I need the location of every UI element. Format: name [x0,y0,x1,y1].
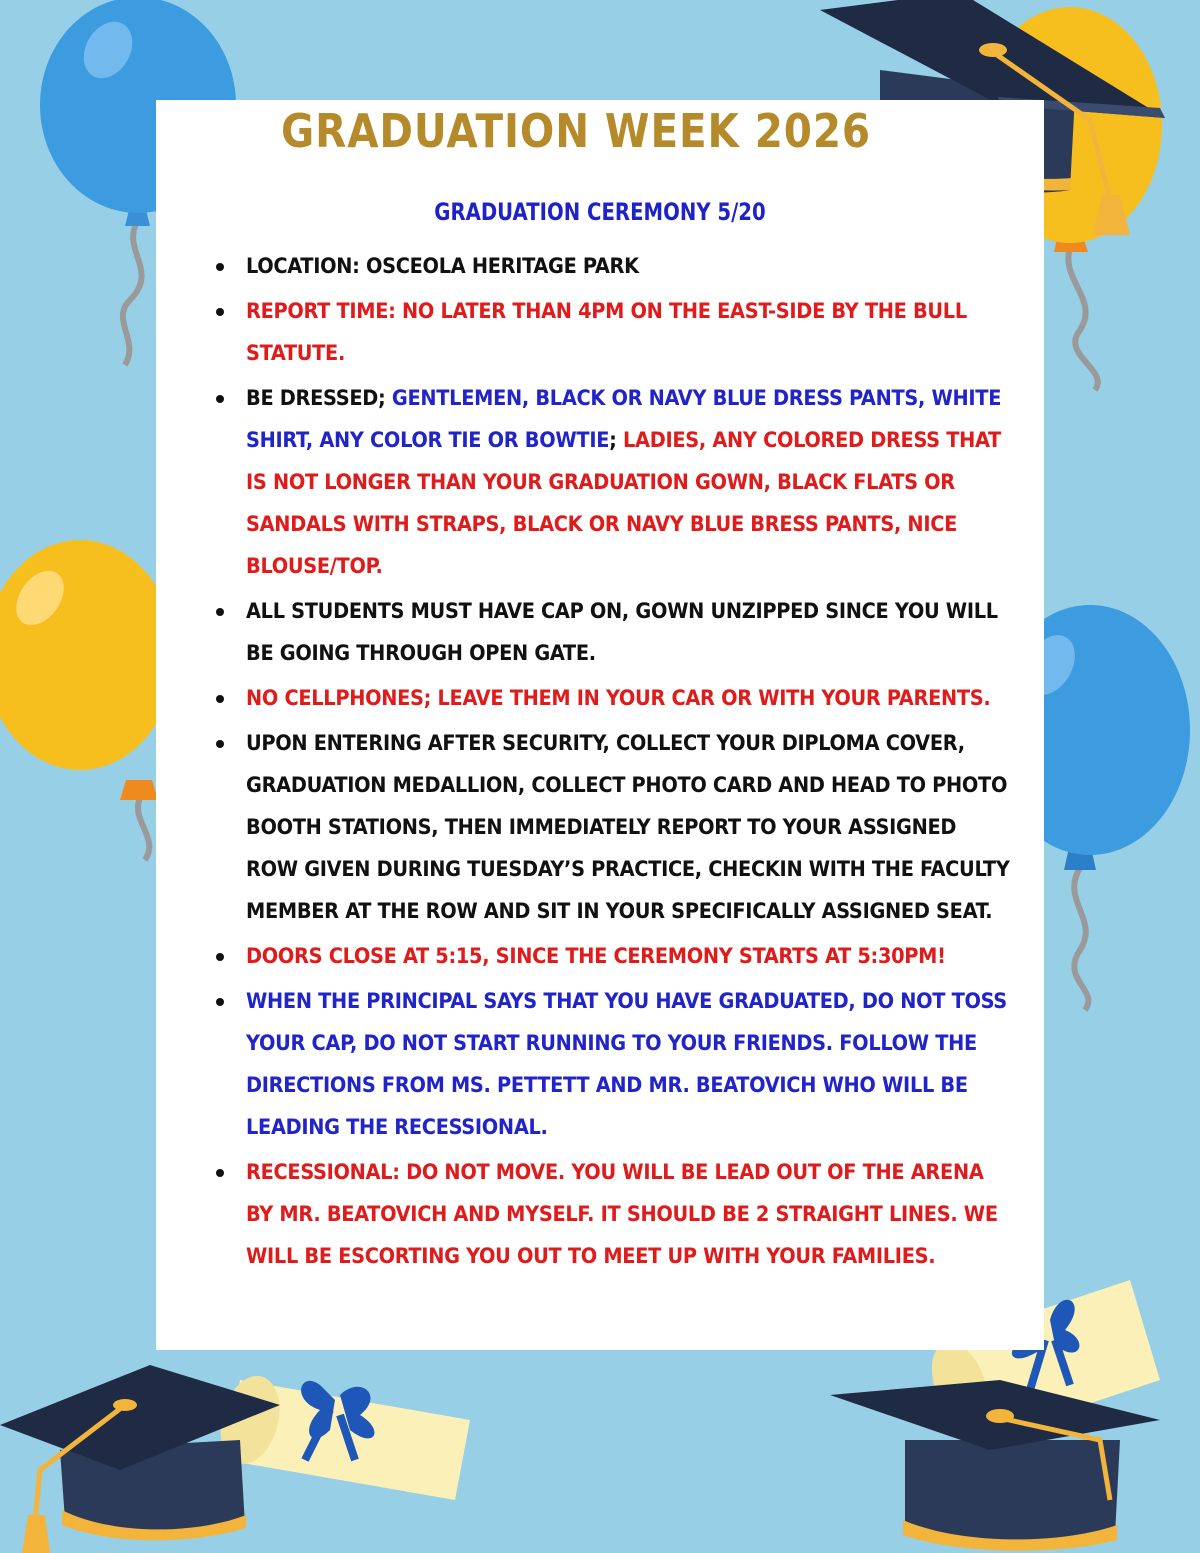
graduation-cap-icon [830,1380,1160,1551]
item-text: REPORT TIME: NO LATER THAN 4PM ON THE EAST-SIDE BY THE BULL STATUTE. [246,299,967,366]
page-title: GRADUATION WEEK 2026 [281,104,871,158]
list-item [210,591,1010,675]
item-text: DOORS CLOSE AT 5:15, SINCE THE CEREMONY STARTS AT 5:30PM! [246,944,946,969]
instructions-list [210,246,1010,1281]
graduation-cap-icon [0,1365,280,1553]
item-text: ; [609,428,623,453]
list-item [210,981,1010,1149]
list-item [210,723,1010,933]
item-text: BE DRESSED; [246,386,392,411]
list-item [210,936,1010,978]
section-heading: GRADUATION CEREMONY 5/20 [434,198,766,226]
item-text: NO CELLPHONES; LEAVE THEM IN YOUR CAR OR WITH YOUR PARENTS. [246,686,991,711]
item-text: UPON ENTERING AFTER SECURITY, COLLECT YOUR DIPLOMA COVER, GRADUATION MEDALLION, COLLECT PHOTO CARD AND HEAD TO PHOTO BOOTH STATIONS, THEN IMMEDIATELY REPORT TO YOUR ASSIGNED ROW GIVEN DURING TUESDAY’S PRACTICE, CHECKIN WITH THE FACULTY MEMBER AT THE ROW AND SIT IN YOUR SPECIFICALLY ASSIGNED SEAT. [246,731,1010,924]
list-item [210,378,1010,588]
item-text: LADIES, ANY COLORED DRESS THAT IS NOT LONGER THAN YOUR GRADUATION GOWN, BLACK FLATS OR SANDALS WITH STRAPS, BLACK OR NAVY BLUE BRESS PANTS, NICE BLOUSE/TOP. [246,428,1001,579]
yellow-balloon-icon [0,540,175,860]
list-item [210,246,1010,288]
list-item [210,291,1010,375]
item-text: WHEN THE PRINCIPAL SAYS THAT YOU HAVE GRADUATED, DO NOT TOSS YOUR CAP, DO NOT START RUNNING TO YOUR FRIENDS. FOLLOW THE DIRECTIONS FROM MS. PETTETT AND MR. BEATOVICH WHO WILL BE LEADING THE RECESSIONAL. [246,989,1007,1140]
list-item [210,1152,1010,1278]
item-text: GENTLEMEN, BLACK OR NAVY BLUE DRESS PANTS, WHITE SHIRT, ANY COLOR TIE OR BOWTIE [246,386,1002,453]
list-item [210,678,1010,720]
diploma-scroll-icon [211,1369,470,1500]
item-text: RECESSIONAL: DO NOT MOVE. YOU WILL BE LEAD OUT OF THE ARENA BY MR. BEATOVICH AND MYSELF. IT SHOULD BE 2 STRAIGHT LINES. WE WILL BE ESCORTING YOU OUT TO MEET UP WITH YOUR FAMILIES. [246,1160,998,1269]
item-text: LOCATION: OSCEOLA HERITAGE PARK [246,254,639,279]
item-text: ALL STUDENTS MUST HAVE CAP ON, GOWN UNZIPPED SINCE YOU WILL BE GOING THROUGH OPEN GATE. [246,599,998,666]
